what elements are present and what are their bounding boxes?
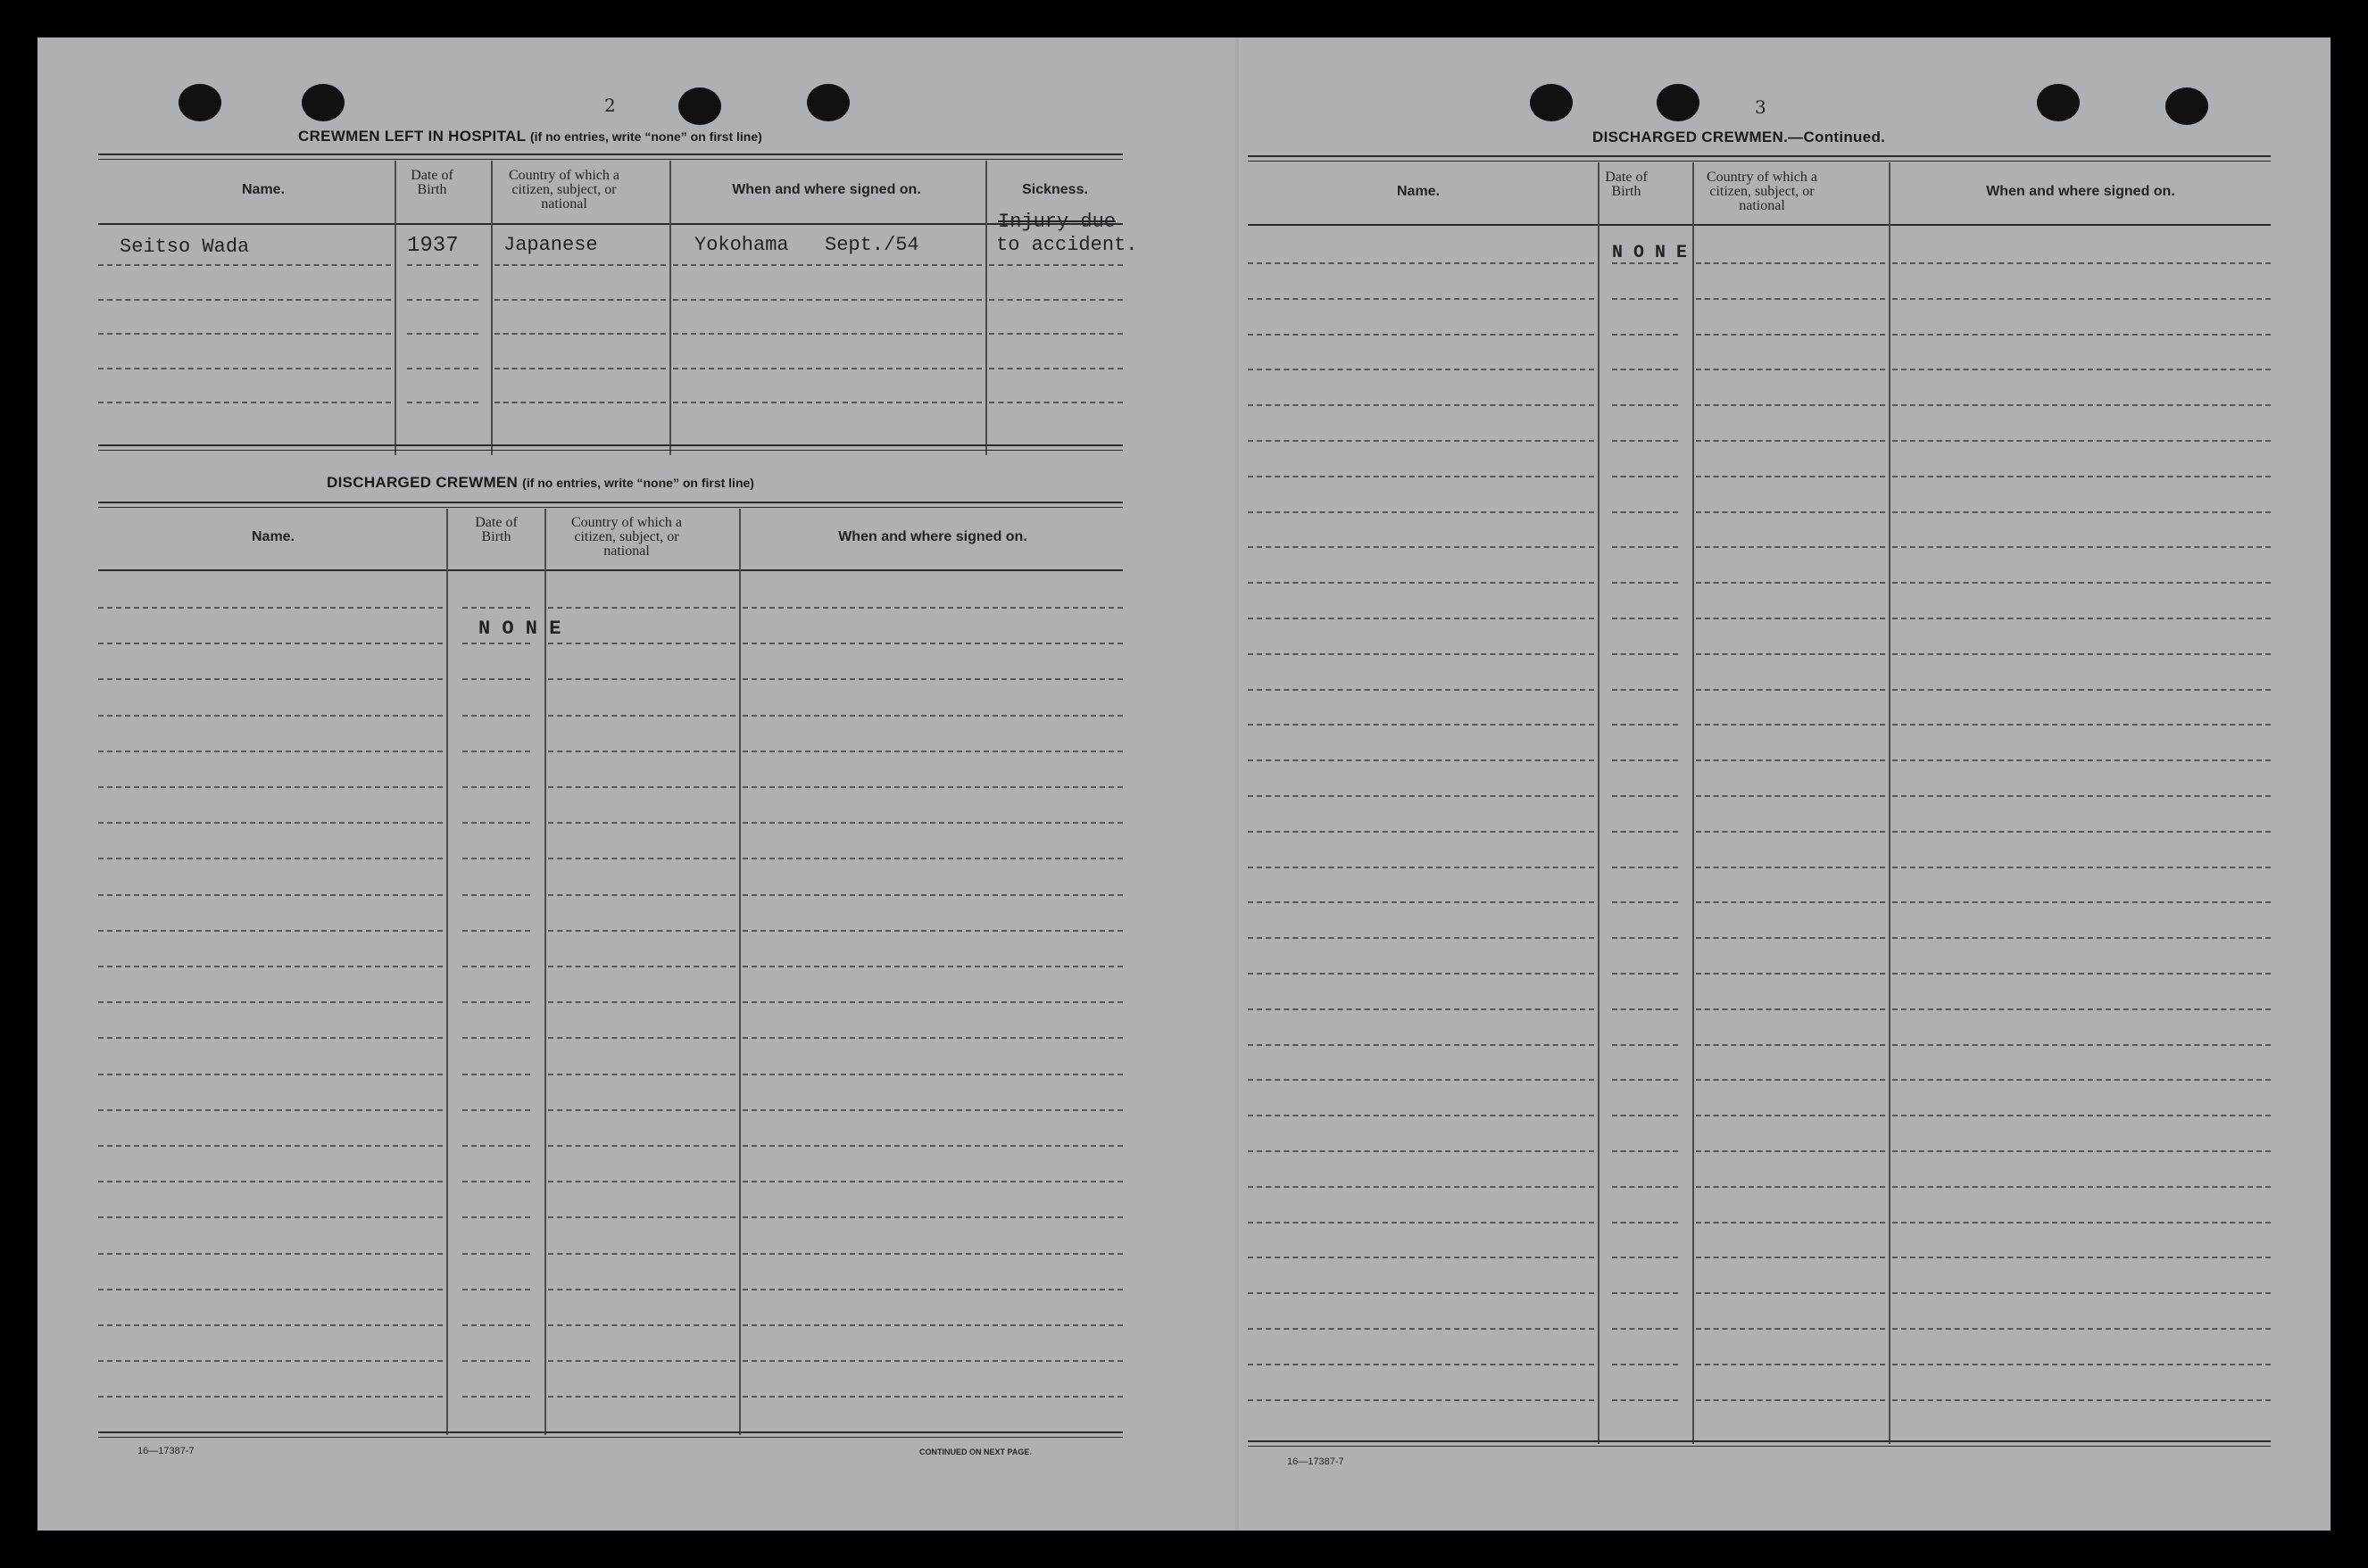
ruled-line [1892,689,2271,691]
ruled-line [98,1001,443,1003]
ruled-line [989,368,1123,369]
ruled-line [743,1289,1123,1290]
ruled-line [1612,1222,1678,1224]
ruled-line [548,786,735,788]
ruled-line [673,264,982,266]
page-number-right: 3 [1755,96,1766,118]
ruled-line [1892,334,2271,336]
ruled-line [462,930,530,932]
ruled-line [1248,582,1594,584]
ruled-line [1696,298,1885,300]
ruled-line [462,822,530,824]
ruled-line [548,1074,735,1075]
ruled-line [1696,582,1885,584]
ruled-line [1248,1186,1594,1188]
ruled-line [1612,1115,1678,1116]
ruled-line [1248,334,1594,336]
ruled-line [1696,1399,1885,1401]
ruled-line [98,264,391,266]
ruled-line [1892,582,2271,584]
ruled-line [98,751,443,752]
punch-hole [1530,84,1573,121]
hospital-entry-country: Japanese [503,234,598,256]
ruled-line [1248,653,1594,655]
punch-hole [302,84,345,121]
ruled-line [1696,653,1885,655]
ruled-line [673,299,982,301]
hospital-entry-birth: 1937 [407,234,459,258]
ruled-line [1696,973,1885,975]
hospital-section-title: CREWMEN LEFT IN HOSPITAL (if no entries, write “none” on first line) [298,128,762,145]
ruled-line [1696,1044,1885,1046]
ruled-line [1696,1150,1885,1152]
ruled-line [1696,1364,1885,1365]
discharged-col-country: Country of which a citizen, subject, or national [571,515,682,559]
form-number-left: 16—17387-7 [137,1446,195,1456]
ruled-line [462,858,530,859]
ruled-line [743,930,1123,932]
ruled-line [98,1289,443,1290]
ruled-line [1248,759,1594,761]
ruled-line [1696,511,1885,513]
ruled-line [98,299,391,301]
ruled-line [1892,1328,2271,1330]
ruled-line [1248,1044,1594,1046]
ruled-line [1612,831,1678,833]
ruled-line [989,299,1123,301]
ruled-line [548,1109,735,1111]
ruled-line [1696,404,1885,406]
ruled-line [462,1289,530,1290]
ruled-line [1612,1364,1678,1365]
ruled-line [98,402,391,403]
ruled-line [1612,1292,1678,1294]
ruled-line [548,1145,735,1147]
discharged-col-signed-on: When and where signed on. [838,529,1027,544]
ruled-line [1892,1257,2271,1258]
ruled-line [1248,511,1594,513]
ruled-line [462,1253,530,1255]
ruled-line [98,1216,443,1218]
ruled-line [1696,759,1885,761]
ruled-line [548,1289,735,1290]
ruled-line [989,333,1123,335]
hospital-entry-sickness-2: to accident. [996,234,1138,256]
ruled-line [1612,937,1678,939]
ruled-line [98,643,443,644]
ruled-line [1892,1186,2271,1188]
page-number-left: 2 [604,95,616,116]
ruled-line [98,966,443,967]
ruled-line [462,643,530,644]
right-entry-none: N O N E [1612,243,1688,263]
ruled-line [462,1109,530,1111]
ruled-line [1892,653,2271,655]
hospital-col-name: Name. [241,182,286,197]
ruled-line [1892,1150,2271,1152]
ruled-line [1612,404,1678,406]
ruled-line [98,858,443,859]
ruled-line [1696,724,1885,726]
page-fold [1235,37,1239,1531]
ruled-line [743,1074,1123,1075]
ruled-line [1696,937,1885,939]
ruled-line [1248,1115,1594,1116]
ruled-line [1248,724,1594,726]
ruled-line [1248,795,1594,797]
ruled-line [1612,653,1678,655]
ruled-line [462,1145,530,1147]
ruled-line [1892,546,2271,548]
ruled-line [743,643,1123,644]
ruled-line [1892,724,2271,726]
ruled-line [98,1324,443,1326]
ruled-line [1696,689,1885,691]
ruled-line [1248,1292,1594,1294]
ruled-line [1892,1079,2271,1081]
ruled-line [548,1037,735,1039]
right-col-signed-on: When and where signed on. [1986,184,2175,199]
ruled-line [743,1324,1123,1326]
ruled-line [1248,298,1594,300]
ruled-line [98,678,443,680]
ruled-line [407,299,478,301]
ruled-line [548,715,735,717]
ruled-line [743,751,1123,752]
ruled-line [743,607,1123,609]
punch-hole [678,87,721,125]
ruled-line [98,1181,443,1182]
punch-hole [2037,84,2080,121]
ruled-line [743,894,1123,896]
ruled-line [462,966,530,967]
ruled-line [462,1074,530,1075]
ruled-line [462,894,530,896]
ruled-line [1612,546,1678,548]
ruled-line [1612,440,1678,442]
ruled-line [1248,689,1594,691]
ruled-line [1892,440,2271,442]
hospital-col-birth: Date of Birth [411,168,453,197]
ruled-line [1612,511,1678,513]
ruled-line [1612,795,1678,797]
ruled-line [1892,1364,2271,1365]
ruled-line [1892,262,2271,264]
ruled-line [548,858,735,859]
ruled-line [1892,298,2271,300]
ruled-line [548,643,735,644]
ruled-line [743,1145,1123,1147]
ruled-line [1612,1186,1678,1188]
ruled-line [462,1324,530,1326]
ruled-line [1248,262,1594,264]
ruled-line [548,1181,735,1182]
ruled-line [1696,476,1885,477]
ruled-line [494,402,666,403]
ruled-line [1612,973,1678,975]
ruled-line [1892,618,2271,619]
ruled-line [1612,759,1678,761]
ruled-line [743,1216,1123,1218]
ruled-line [462,1037,530,1039]
ruled-line [1696,831,1885,833]
ruled-line [407,333,478,335]
ruled-line [1612,1399,1678,1401]
ruled-line [548,1324,735,1326]
discharged-continued-title: DISCHARGED CREWMEN.—Continued. [1592,129,1886,145]
ruled-line [1612,582,1678,584]
ruled-line [494,368,666,369]
right-col-name: Name. [1396,184,1441,199]
ruled-line [407,402,478,403]
ruled-line [1612,1150,1678,1152]
punch-hole [179,84,221,121]
ruled-line [1612,867,1678,868]
ruled-line [1892,369,2271,370]
ruled-line [1892,831,2271,833]
ruled-line [1892,511,2271,513]
ruled-line [494,264,666,266]
ruled-line [1696,1186,1885,1188]
ruled-line [1892,404,2271,406]
ruled-line [462,1360,530,1362]
ruled-line [743,1109,1123,1111]
ruled-line [98,1109,443,1111]
hospital-col-country: Country of which a citizen, subject, or national [509,168,619,212]
ruled-line [98,1074,443,1075]
ruled-line [1248,369,1594,370]
ruled-line [1892,1115,2271,1116]
ruled-line [1892,937,2271,939]
form-number-right: 16—17387-7 [1287,1456,1344,1467]
ruled-line [1248,476,1594,477]
ruled-line [1696,867,1885,868]
ruled-line [743,822,1123,824]
ruled-line [743,1396,1123,1398]
ruled-line [462,1396,530,1398]
discharged-entry-none: N O N E [478,618,561,640]
hospital-entry-sickness-1: Injury due [998,211,1117,233]
ruled-line [462,1216,530,1218]
ruled-line [989,402,1123,403]
ruled-line [1892,795,2271,797]
ruled-line [1892,1399,2271,1401]
ruled-line [462,751,530,752]
ruled-line [1892,759,2271,761]
ruled-line [1612,369,1678,370]
ruled-line [1696,1008,1885,1010]
ruled-line [462,607,530,609]
ruled-line [548,1001,735,1003]
ruled-line [548,1216,735,1218]
ruled-line [1612,334,1678,336]
ruled-line [1892,1292,2271,1294]
ruled-line [1892,901,2271,903]
ruled-line [1696,1079,1885,1081]
ruled-line [1612,1079,1678,1081]
ruled-line [98,930,443,932]
punch-hole [2165,87,2208,125]
ruled-line [1248,1364,1594,1365]
ruled-line [1612,618,1678,619]
hospital-col-sickness: Sickness. [1022,182,1088,197]
ruled-line [1248,404,1594,406]
ruled-line [673,333,982,335]
ruled-line [1248,1399,1594,1401]
hospital-entry-place: Yokohama [694,234,789,256]
ruled-line [98,368,391,369]
ruled-line [1892,1222,2271,1224]
ruled-line [1248,1257,1594,1258]
hospital-entry-date: Sept./54 [825,234,919,256]
ruled-line [989,264,1123,266]
ruled-line [1248,867,1594,868]
ruled-line [1696,369,1885,370]
ruled-line [494,333,666,335]
ruled-line [743,858,1123,859]
ruled-line [1696,1115,1885,1116]
ruled-line [1248,1150,1594,1152]
ruled-line [673,368,982,369]
ruled-line [1612,298,1678,300]
ruled-line [1248,831,1594,833]
ruled-line [548,1360,735,1362]
ruled-line [743,786,1123,788]
ruled-line [494,299,666,301]
ruled-line [407,368,478,369]
ruled-line [1892,973,2271,975]
ruled-line [98,786,443,788]
discharged-col-birth: Date of Birth [475,515,518,544]
ruled-line [462,715,530,717]
document-sheet [37,37,2331,1531]
ruled-line [548,822,735,824]
ruled-line [98,1037,443,1039]
ruled-line [548,930,735,932]
ruled-line [1248,440,1594,442]
ruled-line [98,894,443,896]
ruled-line [1696,334,1885,336]
ruled-line [1892,476,2271,477]
ruled-line [1612,1257,1678,1258]
ruled-line [1248,937,1594,939]
ruled-line [462,1181,530,1182]
ruled-line [462,678,530,680]
ruled-line [98,1360,443,1362]
ruled-line [462,1001,530,1003]
punch-hole [1657,84,1699,121]
ruled-line [548,966,735,967]
ruled-line [1892,1044,2271,1046]
ruled-line [98,1145,443,1147]
ruled-line [98,1396,443,1398]
ruled-line [548,1396,735,1398]
punch-hole [807,84,850,121]
ruled-line [743,1360,1123,1362]
ruled-line [1696,440,1885,442]
ruled-line [1696,1328,1885,1330]
ruled-line [548,751,735,752]
ruled-line [1696,262,1885,264]
ruled-line [98,715,443,717]
ruled-line [1892,1008,2271,1010]
ruled-line [548,607,735,609]
ruled-line [1612,1328,1678,1330]
hospital-entry-name: Seitso Wada [120,236,250,258]
ruled-line [1696,1292,1885,1294]
ruled-line [1248,973,1594,975]
right-col-country: Country of which a citizen, subject, or national [1707,170,1817,213]
ruled-line [548,678,735,680]
discharged-section-title: DISCHARGED CREWMEN (if no entries, write “none” on first line) [327,474,754,491]
ruled-line [98,1253,443,1255]
ruled-line [743,1037,1123,1039]
ruled-line [1248,1222,1594,1224]
ruled-line [1612,1008,1678,1010]
ruled-line [548,894,735,896]
ruled-line [1696,546,1885,548]
ruled-line [1696,1257,1885,1258]
ruled-line [1612,689,1678,691]
ruled-line [407,264,478,266]
ruled-line [673,402,982,403]
ruled-line [743,1253,1123,1255]
ruled-line [1248,1008,1594,1010]
ruled-line [743,1181,1123,1182]
continued-note: CONTINUED ON NEXT PAGE. [919,1448,1032,1456]
ruled-line [1892,867,2271,868]
ruled-line [462,786,530,788]
ruled-line [1248,618,1594,619]
ruled-line [743,966,1123,967]
ruled-line [1248,546,1594,548]
right-col-birth: Date of Birth [1605,170,1648,199]
ruled-line [1696,1222,1885,1224]
ruled-line [1612,1044,1678,1046]
ruled-line [98,607,443,609]
ruled-line [1612,476,1678,477]
ruled-line [1696,795,1885,797]
ruled-line [1696,618,1885,619]
discharged-col-name: Name. [251,529,295,544]
ruled-line [1248,1079,1594,1081]
ruled-line [1248,901,1594,903]
ruled-line [1612,724,1678,726]
ruled-line [743,715,1123,717]
hospital-col-signed-on: When and where signed on. [732,182,921,197]
ruled-line [1612,901,1678,903]
ruled-line [98,822,443,824]
ruled-line [1248,1328,1594,1330]
ruled-line [98,333,391,335]
ruled-line [548,1253,735,1255]
ruled-line [1696,901,1885,903]
ruled-line [743,1001,1123,1003]
ruled-line [743,678,1123,680]
